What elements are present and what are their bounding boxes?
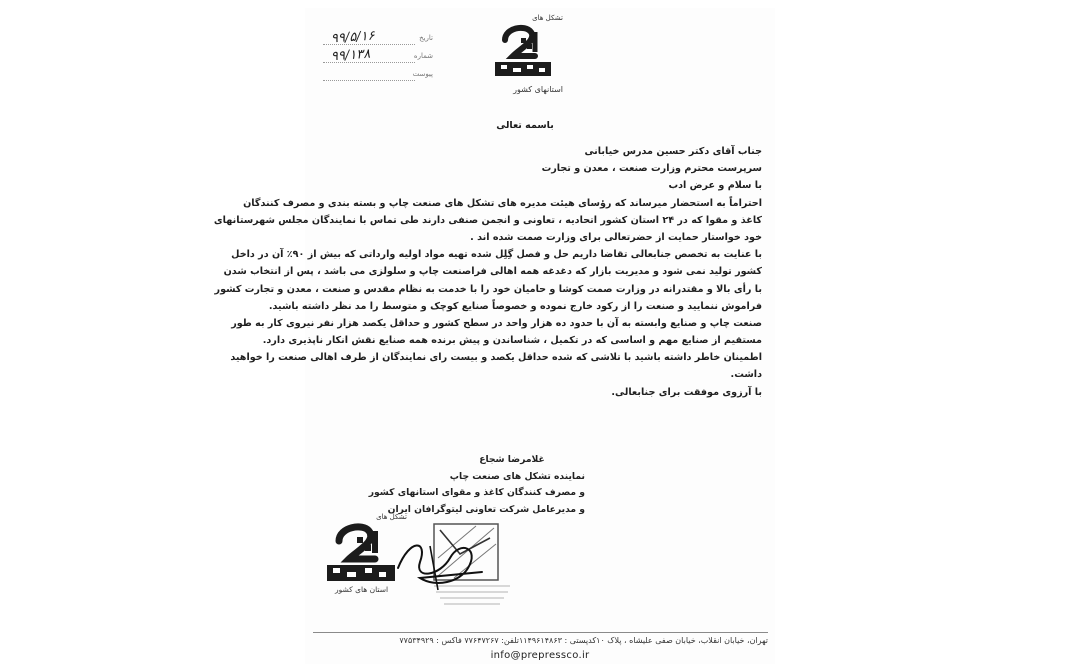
attachment-label: پیوست (412, 70, 433, 78)
salutation: باسمه تعالی (496, 120, 554, 131)
body-line: کشور تولید نمی شود و مدیریت بازار که دغدغه همه اهالی فراصنعت چاپ و سلولزی می باشد ، پس از انتخاب شدن (223, 266, 762, 278)
handwritten-signature-icon (390, 528, 490, 598)
letter-body (213, 143, 762, 401)
body-line: اطمینان خاطر داشته باشید با تلاشی که شده حداقل یکصد و بیست رای نمایندگان از طرف اهالی صنعت را خواهید (230, 352, 762, 364)
body-line: با سلام و عرض ادب (668, 180, 762, 192)
body-line: با رأی بالا و مقتدرانه در وزارت صمت کوشا و حامیان خود را با خدمت به نظام مقدس و صنعت ، معدن و تجارت کشور (214, 283, 762, 295)
stamp-logo-icon (321, 519, 401, 589)
signatory-title: و مصرف کنندگان کاغذ و مقوای استانهای کشور (368, 487, 585, 498)
body-line: با آرزوی موفقت برای جنابعالی. (611, 386, 762, 398)
footer-divider (313, 632, 768, 633)
logo-region-caption: استانهای کشور (513, 85, 563, 94)
attachment-row (323, 66, 433, 84)
number-value: ۹۹/۱۳۸ (330, 46, 371, 65)
date-value: ۹۹/۵/۱۶ (330, 28, 376, 47)
association-logo (483, 14, 563, 100)
body-line: با عنایت به تخصص جنابعالی تقاضا داریم حل و فصل گِلِل شده تهیه مواد اولیه وارداتی که بیش از ۹۰٪ آن در داخل (231, 249, 762, 261)
signatory-title: و مدیرعامل شرکت تعاونی لیتوگرافان ایران (387, 503, 585, 515)
date-label: تاریخ (419, 34, 433, 42)
body-line: مستقیم از صنایع مهم و اساسی که در تکمیل ، شناساندن و پیش برنده همه صنایع نقش انکار ناپذیری دارد. (262, 335, 762, 347)
body-line: داشت. (730, 369, 762, 381)
date-row (323, 30, 433, 48)
logo-brand-caption: تشکل های (532, 14, 563, 22)
body-line: خود خواستار حمایت از حضرتعالی برای وزارت صمت شده اند . (470, 231, 762, 243)
body-line: احتراماً به استحضار میرساند که رؤسای هیئت مدیره های تشکل های صنعت چاپ و بسته بندی و مصرف کنندگان (243, 197, 762, 209)
body-line: صنعت چاپ و صنایع وابسته به آن با حدود ده هزار واحد در سطح کشور و حداقل یکصد هزار نفر نیروی کار به طور (231, 317, 762, 329)
body-line: جناب آقای دکتر حسین مدرس خیابانی (584, 146, 762, 157)
signatory-title: نماینده تشکل های صنعت چاپ (449, 470, 585, 482)
letter-meta (323, 30, 433, 84)
stamp-region: استان های کشور (335, 585, 389, 594)
footer-email: info@prepressco.ir (490, 650, 590, 661)
letter-sheet (213, 8, 775, 664)
body-line: فراموش ننمایید و صنعت را از رکود خارج نموده و خصوصاً صنایع کوچک و متوسط را مد نظر داشته باشید. (268, 300, 762, 312)
body-line: کاغذ و مقوا که در ۲۴ استان کشور اتحادیه ، تعاونی و انجمن صنفی دارند طی تماس با نمایندگان مجلس شهرستانهای (213, 214, 762, 226)
footer-address: تهران، خیابان انقلاب، خیابان صفی علیشاه ، پلاک ۱۰کدپستی : ۱۱۴۹۶۱۴۸۶۳تلفن: ۷۷۶۴۷۲۶۷ فاکس : ۷۷۵۳۴۹۲۹ (399, 636, 768, 645)
signatory-name: غلامرضا شجاع (479, 454, 545, 465)
number-label: شماره (413, 52, 433, 60)
stamp-caption: تشکل های (376, 513, 407, 521)
signature-block (368, 452, 585, 518)
number-row (323, 48, 433, 66)
association-logo-icon (491, 22, 555, 80)
body-line: سرپرست محترم وزارت صنعت ، معدن و تجارت (541, 163, 762, 175)
